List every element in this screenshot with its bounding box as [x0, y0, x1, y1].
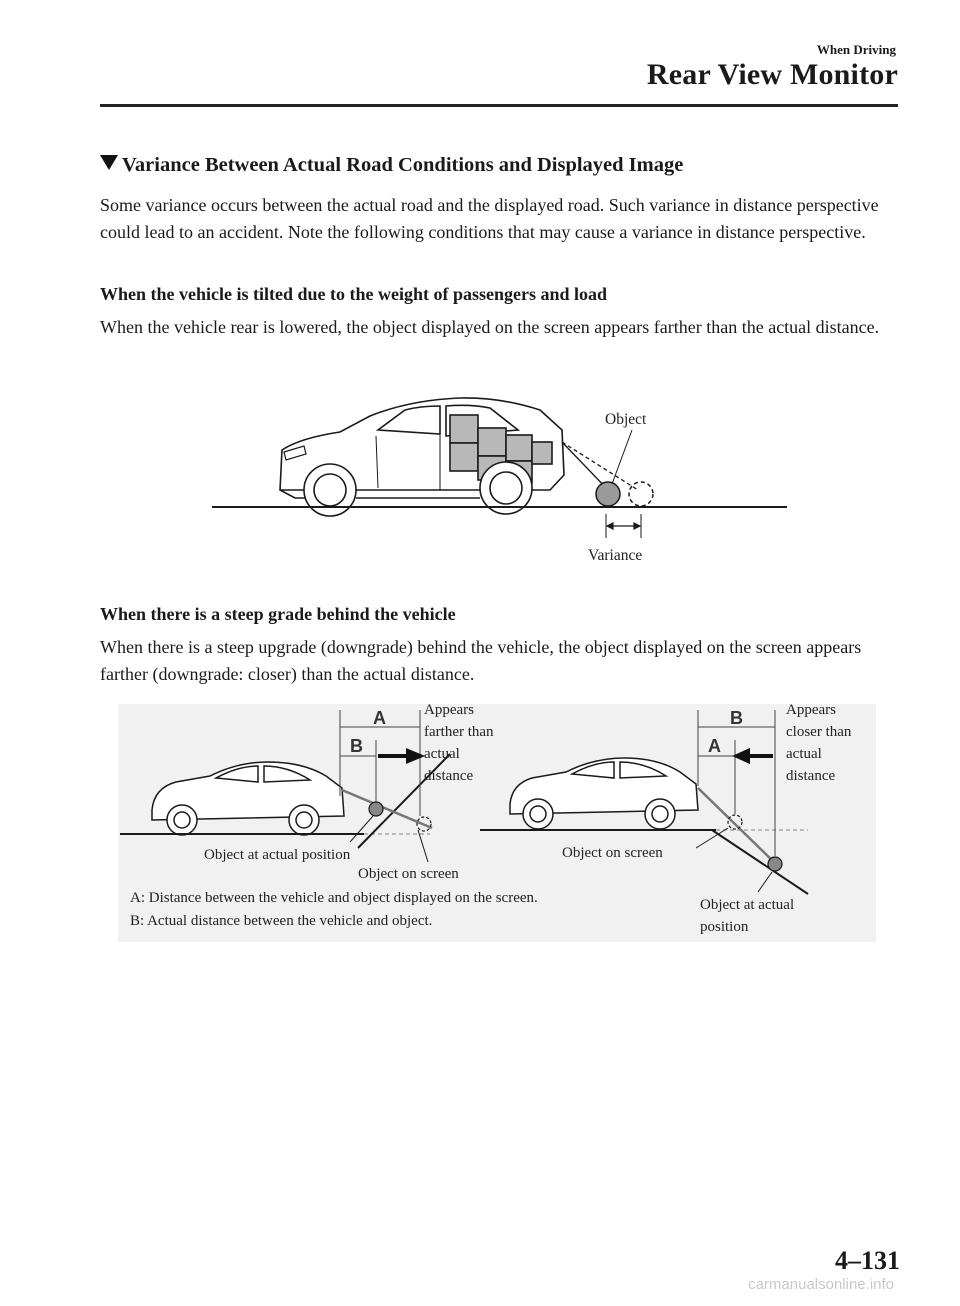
watermark[interactable]: carmanualsonline.info [748, 1276, 894, 1293]
right-appears-line-3: actual [786, 746, 822, 762]
left-appears-line-3: actual [424, 746, 460, 762]
section-title-text: Variance Between Actual Road Conditions and Displayed Image [122, 154, 684, 176]
tilted-car-illustration [280, 398, 638, 516]
right-appears-line-4: distance [786, 768, 836, 784]
triangle-bullet-icon [100, 155, 118, 170]
left-appears-line-2: farther than [424, 724, 494, 740]
left-label-b: B [350, 736, 363, 756]
right-label-a: A [708, 736, 721, 756]
left-on-screen-label: Object on screen [358, 866, 459, 882]
section-title [100, 154, 683, 177]
right-label-b: B [730, 708, 743, 728]
tilt-heading: When the vehicle is tilted due to the weight of passengers and load [100, 284, 608, 304]
right-on-screen-label: Object on screen [562, 845, 663, 861]
tilt-paragraph: When the vehicle rear is lowered, the object displayed on the screen appears farther than the actual distance. [100, 317, 880, 337]
right-actual-line-1: Object at actual [700, 897, 795, 913]
object-label: Object [605, 411, 647, 428]
page-number: 4–131 [835, 1246, 900, 1275]
grade-figure [118, 696, 878, 944]
left-appears-line-4: distance [424, 768, 474, 784]
left-label-a: A [373, 708, 386, 728]
left-object-actual [369, 802, 383, 816]
chapter-label: When Driving [816, 42, 896, 57]
intro-paragraph: Some variance occurs between the actual road and the displayed road. Such variance in distance perspective could lead to an accident. Note the following conditions that may cause a variance in distance perspective. [100, 195, 879, 242]
object-leader [612, 430, 632, 484]
grade-paragraph: When there is a steep upgrade (downgrade) behind the vehicle, the object displayed on the screen appears farther (downgrade: closer) than the actual distance. [100, 637, 862, 684]
right-actual-line-2: position [700, 919, 749, 935]
legend-a: A: Distance between the vehicle and object displayed on the screen. [130, 890, 538, 906]
header-rule [100, 104, 898, 107]
left-actual-position-label: Object at actual position [204, 847, 351, 863]
object-ball-displayed [629, 482, 653, 506]
right-appears-line-1: Appears [786, 702, 836, 718]
variance-arrow [607, 523, 640, 529]
page-title: Rear View Monitor [646, 58, 898, 91]
left-appears-line-1: Appears [424, 702, 474, 718]
right-object-actual [768, 857, 782, 871]
right-appears-line-2: closer than [786, 724, 852, 740]
object-ball [596, 482, 620, 506]
tilt-figure [200, 380, 800, 580]
legend-b: B: Actual distance between the vehicle and object. [130, 913, 433, 929]
variance-label: Variance [588, 547, 643, 564]
grade-heading: When there is a steep grade behind the vehicle [100, 604, 456, 624]
